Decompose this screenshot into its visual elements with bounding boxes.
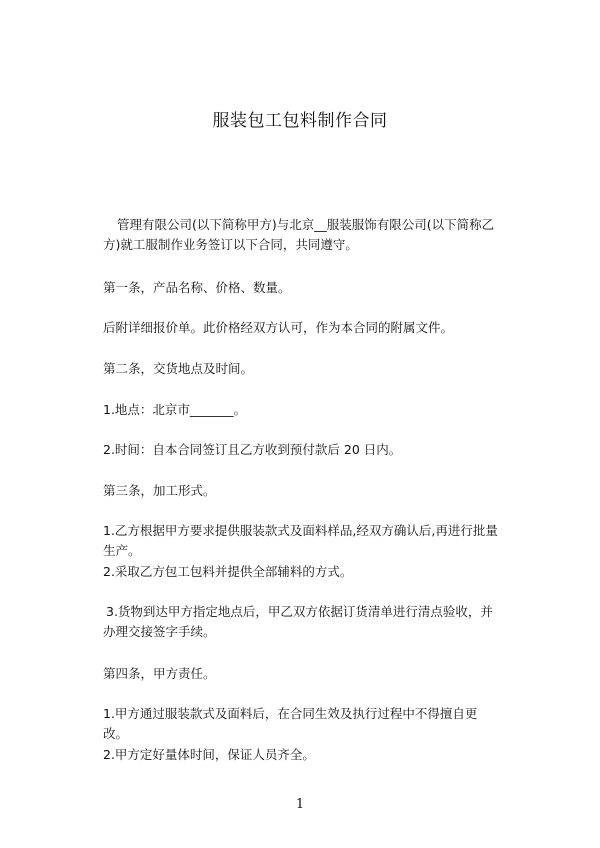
article2-item-location: 1.地点：北京市_______。 [103, 402, 247, 417]
article3-item-1: 1.乙方根据甲方要求提供服装款式及面料样品,经双方确认后,再进行批量生产。 [103, 523, 498, 558]
article1-body: 后附详细报价单。此价格经双方认可，作为本合同的附属文件。 [103, 320, 454, 335]
article3-heading: 第三条，加工形式。 [103, 483, 216, 498]
article4-item-1: 1.甲方通过服装款式及面料后，在合同生效及执行过程中不得擅自更改。 [103, 706, 478, 741]
intro-paragraph: 管理有限公司(以下简称甲方)与北京__服装服饰有限公司(以下简称乙方)就工服制作业务签订以下合同，共同遵守。 [103, 217, 495, 252]
article3-item-2: 2.采取乙方包工包料并提供全部辅料的方式。 [103, 564, 353, 579]
article4-item-2: 2.甲方定好量体时间，保证人员齐全。 [103, 747, 315, 762]
article4-heading: 第四条，甲方责任。 [103, 666, 216, 681]
article2-item-time: 2.时间：自本合同签订且乙方收到预付款后 20 日内。 [103, 442, 402, 457]
article1-heading: 第一条，产品名称、价格、数量。 [103, 280, 291, 295]
document-title: 服装包工包料制作合同 [212, 111, 388, 131]
article2-heading: 第二条，交货地点及时间。 [103, 361, 254, 376]
page-number: 1 [295, 797, 305, 812]
article3-item-3: 3.货物到达甲方指定地点后，甲乙双方依据订货清单进行清点验收，并办理交接签字手续。 [103, 604, 493, 639]
